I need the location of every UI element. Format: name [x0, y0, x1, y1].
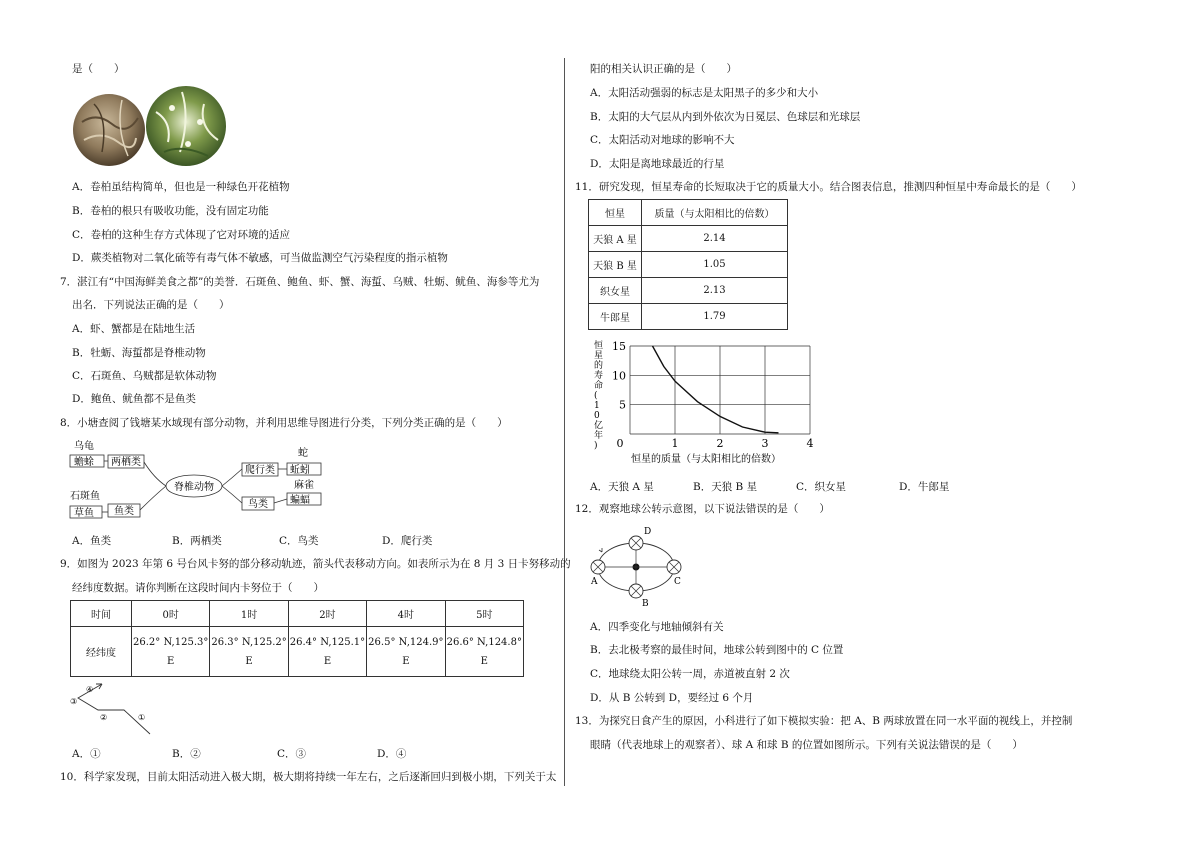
orbit-label-b: B [642, 599, 649, 609]
star-lifetime-chart [588, 338, 818, 468]
table-header-4h: 4时 [367, 601, 445, 627]
cell-lat-lon: 26.5° N,124.9° [368, 636, 444, 648]
q8-option-a: A．鱼类 [72, 535, 112, 547]
star-mass: 1.79 [642, 304, 788, 330]
q9-option-a: A．① [72, 748, 101, 760]
star-mass: 2.14 [642, 226, 788, 252]
chart-y-tick: 15 [612, 340, 626, 353]
q11-option-a: A．天狼 A 星 [590, 481, 654, 493]
q7-option-d: D．鲍鱼、鱿鱼都不是鱼类 [72, 393, 196, 405]
mindmap-grouper: 石斑鱼 [70, 491, 100, 502]
chart-x-tick: 3 [761, 437, 769, 450]
chart-y-label: 恒星的寿命( 1 0 亿年) [594, 341, 604, 451]
q11-options [590, 479, 1090, 493]
orbit-label-d: D [644, 527, 652, 537]
q8-stem: 8．小塘查阅了钱塘某水域现有部分动物，并利用思维导图进行分类，下列分类正确的是（ ） [60, 417, 508, 429]
column-divider [564, 58, 565, 786]
star-name: 天狼 B 星 [589, 252, 642, 278]
table-header-0h: 0时 [132, 601, 210, 627]
table-cell [367, 627, 445, 677]
q7-option-a: A．虾、蟹都是在陆地生活 [72, 323, 196, 335]
mindmap-fish: 鱼类 [114, 506, 134, 517]
table-cell [132, 627, 210, 677]
q9-options [72, 746, 542, 760]
cell-lat-lon: 26.3° N,125.2° [211, 636, 287, 648]
q6-tail: 是（ ） [72, 63, 125, 75]
lifetime-curve [653, 346, 779, 433]
chart-x-tick: 0 [616, 437, 624, 450]
q12-option-b: B．去北极考察的最佳时间，地球公转到图中的 C 位置 [590, 644, 844, 656]
chart-grid [630, 346, 810, 434]
q9-option-b: B．② [172, 748, 201, 760]
chart-tick-labels [612, 340, 814, 450]
track-label-1: ① [138, 713, 146, 722]
q9-option-d: D．④ [377, 748, 407, 760]
q11-option-d: D．牛郎星 [899, 481, 950, 493]
chart-x-label: 恒星的质量（与太阳相比的倍数） [631, 454, 781, 465]
earth-orbit-diagram [588, 524, 688, 610]
chart-y-tick: 5 [619, 398, 626, 412]
q12-option-a: A．四季变化与地轴倾斜有关 [590, 621, 724, 633]
cell-lon-suffix: E [402, 655, 410, 667]
q6-option-a: A．卷柏虽结构简单，但也是一种绿色开花植物 [72, 181, 290, 193]
cell-lon-suffix: E [245, 655, 253, 667]
typhoon-track-diagram [68, 680, 168, 736]
q12-option-c: C．地球绕太阳公转一周，赤道被直射 2 次 [590, 668, 790, 680]
mindmap-snake: 蛇 [298, 448, 308, 459]
table-cell [210, 627, 288, 677]
table-cell [288, 627, 366, 677]
q10-option-b: B．太阳的大气层从内到外依次为日冕层、色球层和光球层 [590, 111, 861, 123]
q6-option-b: B．卷柏的根只有吸收功能，没有固定功能 [72, 205, 269, 217]
cell-lat-lon: 26.2° N,125.3° [133, 636, 209, 648]
mindmap-sparrow: 麻雀 [294, 480, 314, 491]
q7-stem-line1: 7．湛江有“中国海鲜美食之都”的美誉．石斑鱼、鲍鱼、虾、蟹、海蜇、乌贼、牡蛎、鱿鱼、海参等尤为 [60, 276, 540, 288]
table-header-1h: 1时 [210, 601, 288, 627]
mindmap-bat: 蝙蝠 [290, 495, 310, 506]
q9-stem-line2: 经纬度数据。请你判断在这段时间内卡努位于（ ） [72, 582, 324, 594]
selaginella-photos [72, 82, 232, 174]
q9-stem-line1: 9．如图为 2023 年第 6 号台风卡努的部分移动轨迹，箭头代表移动方向。如表所示为在 8 月 3 日卡努移动的 [60, 558, 571, 570]
typhoon-coordinates-table [70, 600, 524, 677]
star-mass-table [588, 199, 788, 330]
chart-x-tick: 4 [806, 437, 814, 450]
q10-stem-line1: 10．科学家发现，目前太阳活动进入极大期，极大期将持续一年左右，之后逐渐回归到极小期，下列关于太 [60, 771, 557, 783]
star-name: 牛郎星 [589, 304, 642, 330]
q8-option-d: D．爬行类 [382, 535, 433, 547]
q13-stem-line1: 13．为探究日食产生的原因，小科进行了如下模拟实验：把 A、B 两球放置在同一水平面的视线上，并控制 [575, 715, 1073, 727]
cell-lat-lon: 26.4° N,125.1° [289, 636, 366, 648]
table-header-time: 时间 [71, 601, 132, 627]
track-label-2: ② [100, 713, 108, 722]
q12-option-d: D．从 B 公转到 D，要经过 6 个月 [590, 692, 754, 704]
mindmap-grass-carp: 草鱼 [74, 508, 94, 519]
table-header-2h: 2时 [288, 601, 366, 627]
dry-selaginella-image [73, 94, 145, 166]
q11-stem: 11．研究发现，恒星寿命的长短取决于它的质量大小。结合图表信息，推测四种恒星中寿命最长的是（ ） [575, 181, 1082, 193]
cell-lon-suffix: E [480, 655, 488, 667]
orbit-label-c: C [674, 577, 681, 587]
mindmap-turtle: 乌龟 [74, 441, 94, 452]
chart-x-tick: 2 [716, 437, 724, 450]
q8-options [72, 533, 542, 547]
q6-option-c: C．卷柏的这种生存方式体现了它对环境的适应 [72, 229, 291, 241]
star-table-header-star: 恒星 [589, 200, 642, 226]
table-cell [445, 627, 523, 677]
star-name: 天狼 A 星 [589, 226, 642, 252]
q12-stem: 12．观察地球公转示意图，以下说法错误的是（ ） [575, 503, 830, 515]
mindmap-amphibian: 两栖类 [111, 457, 141, 468]
q6-option-d: D．蕨类植物对二氧化硫等有毒气体不敏感，可当做监测空气污染程度的指示植物 [72, 252, 448, 264]
q10-option-a: A．太阳活动强弱的标志是太阳黑子的多少和大小 [590, 87, 819, 99]
green-selaginella-image [146, 86, 226, 166]
chart-y-tick: 10 [612, 369, 626, 383]
q13-stem-line2: 眼睛（代表地球上的观察者）、球 A 和球 B 的位置如图所示。下列有关说法错误的是（ ） [590, 739, 1023, 751]
mindmap-earthworm: 蚯蚓 [290, 465, 310, 476]
table-header-5h: 5时 [445, 601, 523, 627]
mindmap-toad: 蟾蜍 [74, 457, 94, 468]
q10-option-c: C．太阳活动对地球的影响不大 [590, 134, 735, 146]
q10-stem-line2: 阳的相关认识正确的是（ ） [590, 63, 737, 75]
q7-option-c: C．石斑鱼、乌贼都是软体动物 [72, 370, 217, 382]
animal-mind-map [68, 438, 338, 524]
cell-lon-suffix: E [167, 655, 175, 667]
q10-option-d: D．太阳是离地球最近的行星 [590, 158, 725, 170]
q11-option-b: B．天狼 B 星 [693, 481, 758, 493]
mindmap-bird: 鸟类 [248, 499, 268, 510]
table-row-label: 经纬度 [71, 627, 132, 677]
track-label-4: ④ [86, 685, 94, 694]
cell-lon-suffix: E [323, 655, 332, 667]
q8-option-b: B．两栖类 [172, 535, 222, 547]
q7-option-b: B．牡蛎、海蜇都是脊椎动物 [72, 347, 206, 359]
star-name: 织女星 [589, 278, 642, 304]
track-label-3: ③ [70, 697, 78, 706]
q9-option-c: C．③ [277, 748, 307, 760]
mindmap-center: 脊椎动物 [174, 482, 214, 493]
star-mass: 1.05 [642, 252, 788, 278]
cell-lat-lon: 26.6° N,124.8° [446, 636, 522, 648]
chart-x-tick: 1 [671, 437, 679, 450]
mindmap-reptile: 爬行类 [245, 465, 275, 476]
q7-stem-line2: 出名．下列说法正确的是（ ） [72, 299, 230, 311]
q8-option-c: C．鸟类 [279, 535, 319, 547]
star-table-header-mass: 质量（与太阳相比的倍数） [642, 200, 788, 226]
star-mass: 2.13 [642, 278, 788, 304]
q11-option-c: C．织女星 [796, 481, 847, 493]
orbit-label-a: A [591, 577, 598, 587]
